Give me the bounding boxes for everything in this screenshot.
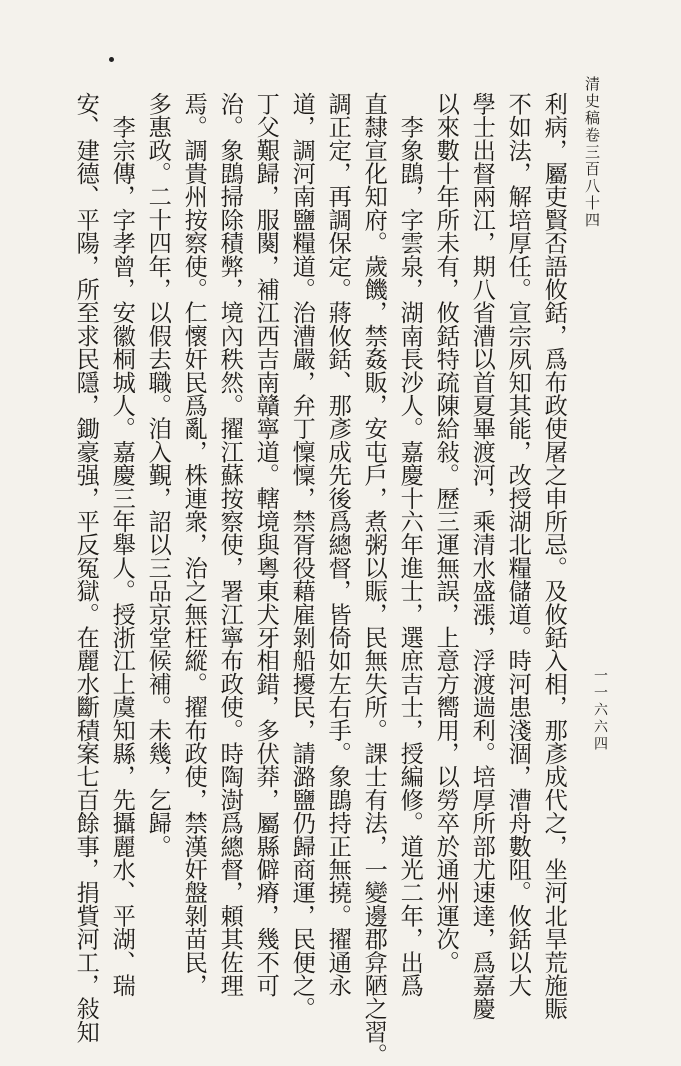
text-column: 調正定，再調保定。蔣攸銛、那彥成先後爲總督，皆倚如左右手。象鵾持正無撓。擢通永 — [324, 92, 352, 997]
text-column: 李宗傳，字孝曾，安徽桐城人。嘉慶三年舉人。授浙江上虞知縣，先攝麗水、平湖、瑞 — [108, 92, 136, 997]
text-column: 學士出督兩江，期八省漕以首夏畢渡河，乘清水盛漲，浮渡遄利。培厚所部尤速達，爲嘉慶 — [468, 92, 496, 1020]
text-column: 李象鵾，字雲泉，湖南長沙人。嘉慶十六年進士，選庶吉士，授編修。道光二年，出爲 — [396, 92, 424, 997]
text-column: 不如法，解培厚任。宣宗夙知其能，改授湖北糧儲道。時河患淺涸，漕舟數阻。攸銛以大 — [504, 92, 532, 997]
text-column: 直隸宣化知府。歲饑，禁姦販，安屯戶，煮粥以賑，民無失所。課士有法，一變邊郡弇陋之習。 — [360, 92, 388, 1066]
text-column: 丁父艱歸，服闋，補江西吉南贛寧道。轄境與粵東犬牙相錯，多伏莽，屬縣僻瘠，幾不可 — [252, 92, 280, 997]
text-column: 利病，屬吏賢否語攸銛，爲布政使屠之申所忌。及攸銛入相，那彥成代之，坐河北旱荒施賑 — [540, 92, 568, 1020]
text-column: 道，調河南鹽糧道。治漕嚴，弁丁懍懍，禁胥役藉雇剝船擾民，請潞鹽仍歸商運，民便之。 — [288, 92, 316, 1020]
running-title: 清史稿卷三百八十四 — [583, 76, 601, 229]
ink-dot — [109, 57, 114, 62]
text-column: 安、建德、平陽，所至求民隱，鋤豪强，平反冤獄。在麗水斷積案七百餘事，捐貲河工，敍知 — [72, 92, 100, 1044]
page-number: 一一六六四 — [592, 668, 608, 753]
text-column: 治。象鵾掃除積弊，境內秩然。擢江蘇按察使，署江寧布政使。時陶澍爲總督，頼其佐理 — [216, 92, 244, 997]
text-column: 多惠政。二十四年，以假去職。洎入覲，詔以三品京堂候補。未幾，乞歸。 — [144, 92, 172, 858]
text-column: 焉。調貴州按察使。仁懷奸民爲亂，株連衆，治之無枉縱。擢布政使，禁漢奸盤剝苗民， — [180, 92, 208, 997]
text-column: 以來數十年所未有，攸銛特疏陳給敍。歷三運無誤，上意方嚮用，以勞卒於通州運次。 — [432, 92, 460, 974]
